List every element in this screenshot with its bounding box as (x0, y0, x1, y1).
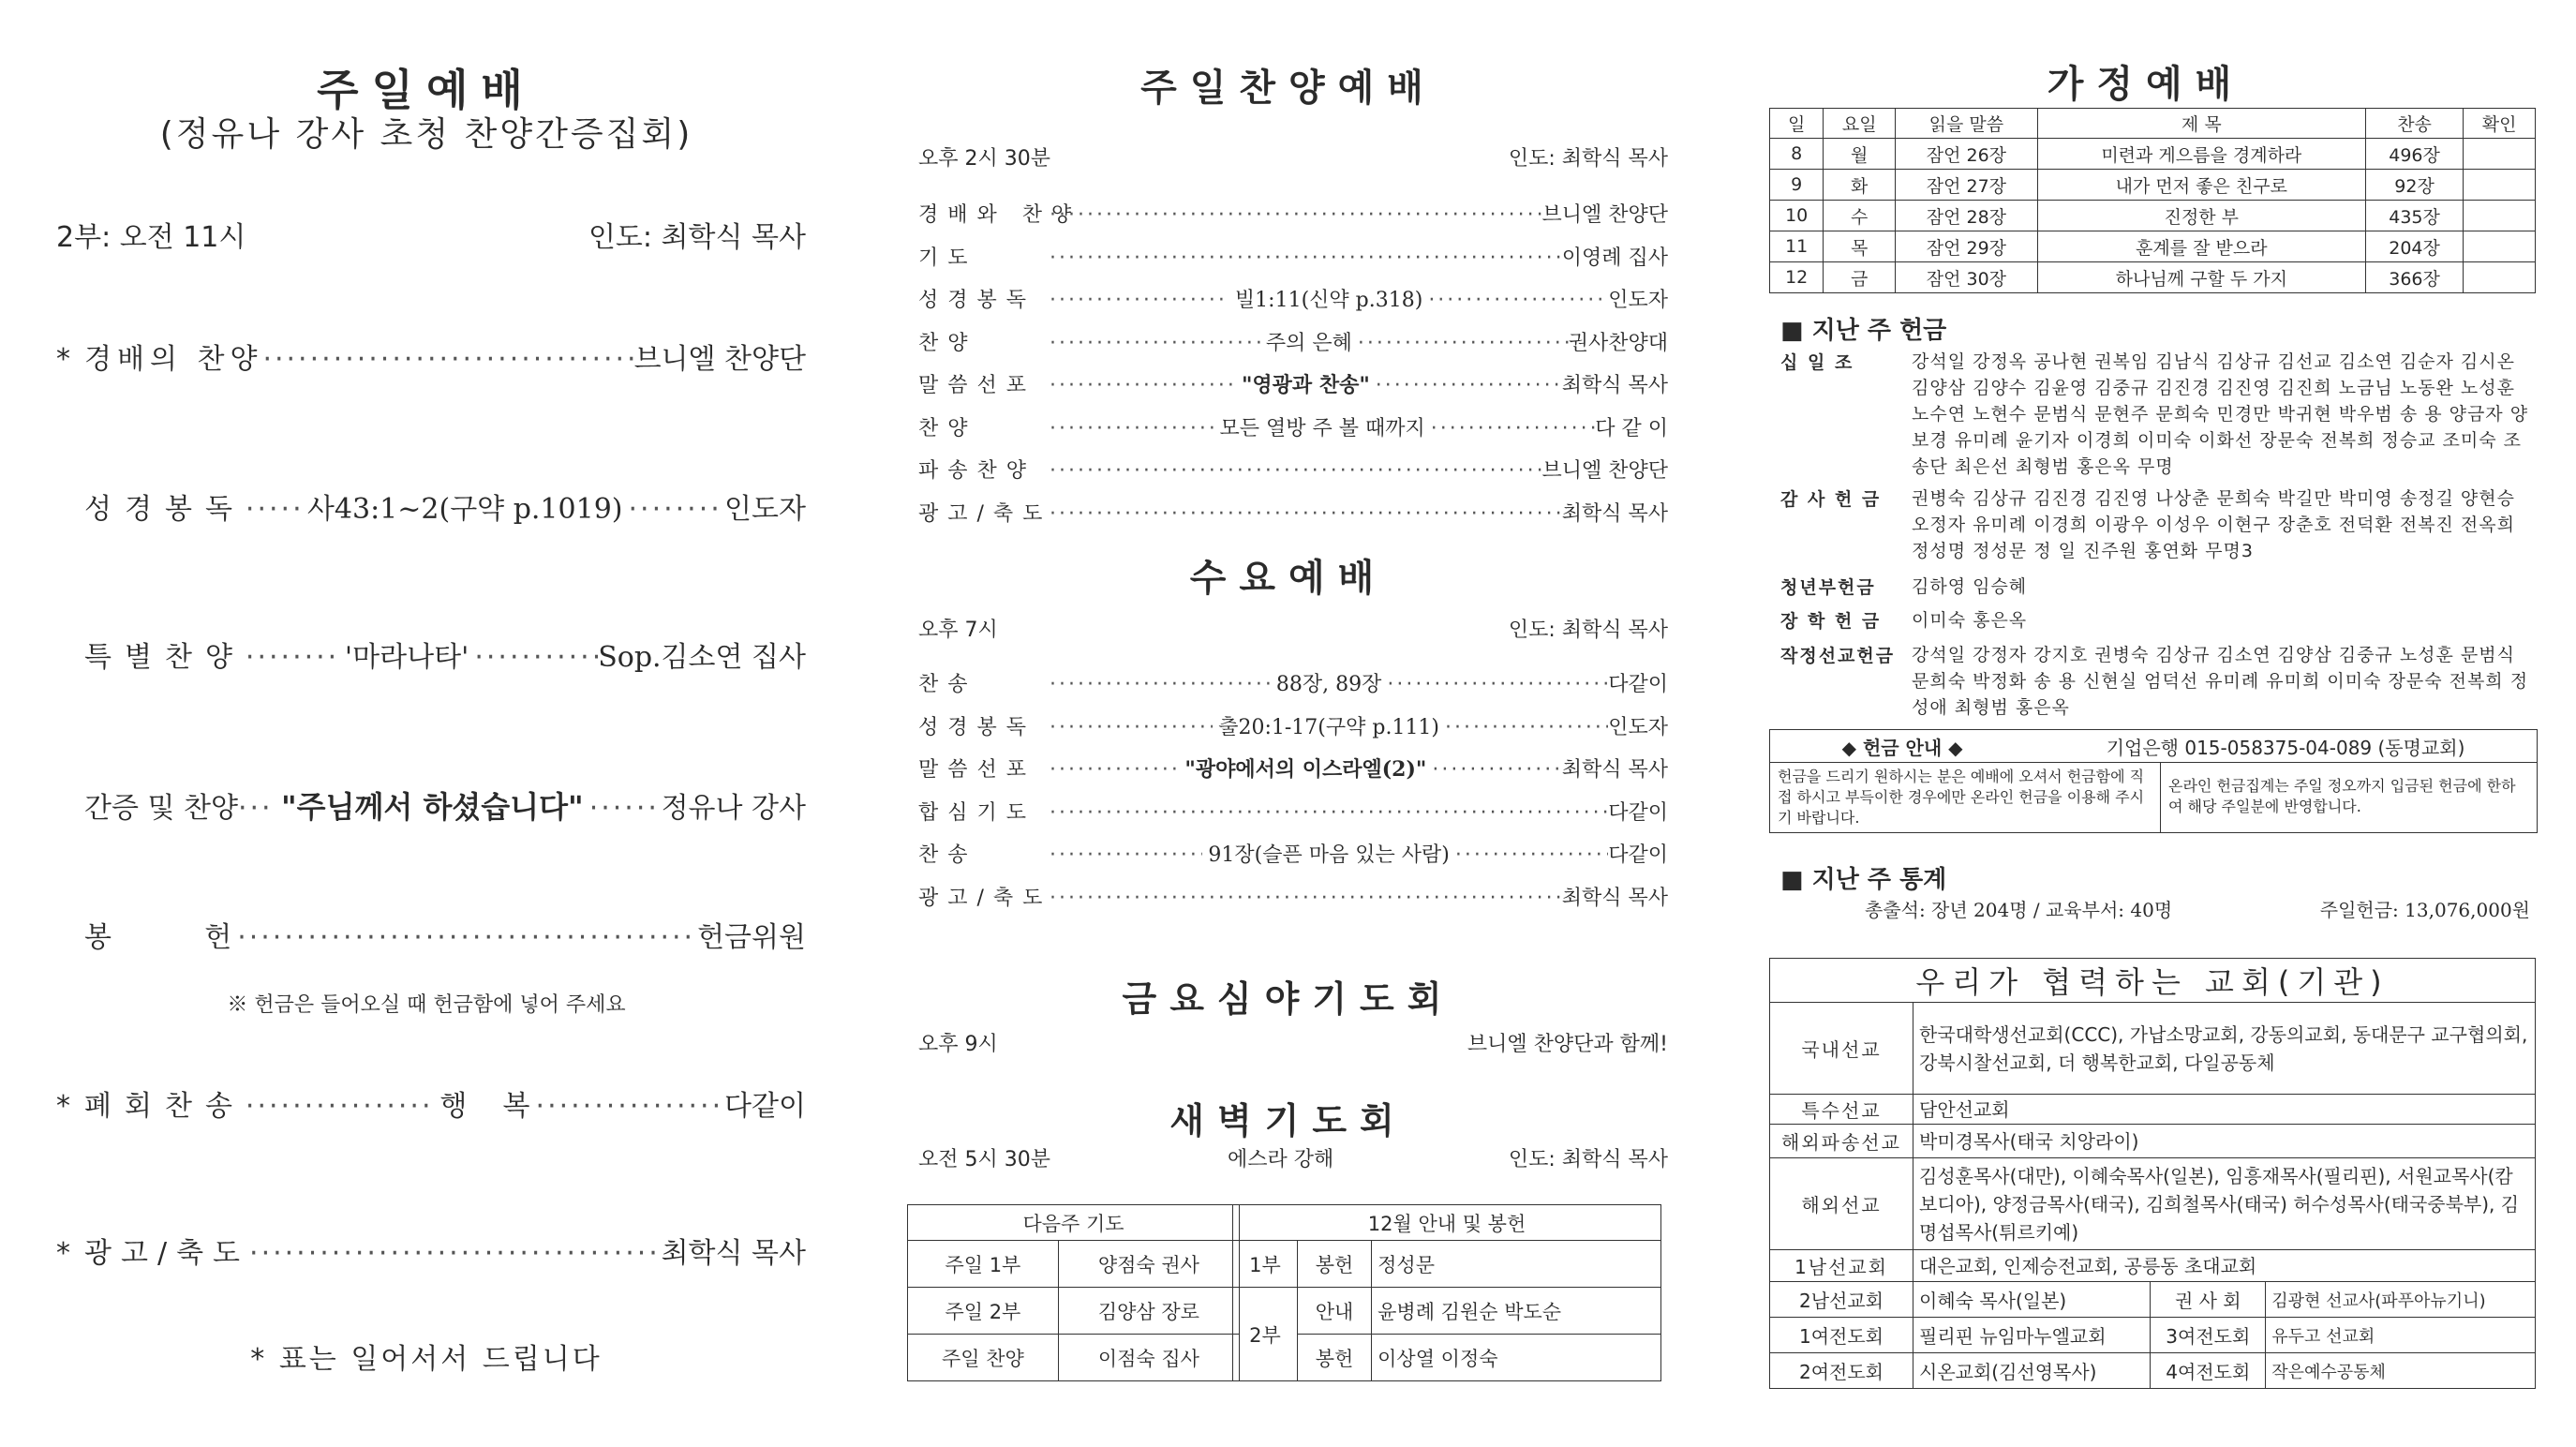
item-value: 인도자 (1608, 715, 1668, 739)
item-detail: 91장(슬픈 마음 있는 사람) (1208, 843, 1450, 867)
guide-header: ◆ 헌금 안내 ◆ (1841, 736, 1963, 759)
prayer-slot: 주일 찬양 (908, 1335, 1059, 1381)
friday-time: 오후 9시 (918, 1033, 998, 1056)
praise-item (918, 498, 1668, 527)
partner-list: 시온교회(김선영목사) (1913, 1353, 2151, 1389)
sunday-part-time: 2부: 오전 11시 (56, 221, 246, 254)
offering-group (1780, 485, 2530, 564)
family-cell: 잠언 27장 (1896, 170, 2038, 201)
prayer-person: 양점숙 권사 (1058, 1241, 1239, 1288)
partner-category: 해외선교 (1770, 1158, 1913, 1250)
next-prayer-header: 다음주 기도 (908, 1205, 1240, 1241)
family-row (1770, 201, 2536, 231)
family-cell: 잠언 26장 (1896, 139, 2038, 170)
wednesday-title: 수요예배 (1189, 557, 1388, 600)
family-cell: 12 (1770, 262, 1824, 293)
family-cell: 잠언 28장 (1896, 201, 2038, 231)
partner-row (1770, 1095, 2536, 1125)
item-detail: "영광과 찬송" (1241, 373, 1370, 397)
item-detail: 빌1:11(신약 p.318) (1234, 289, 1423, 312)
item-label: 폐회찬송 (84, 1090, 246, 1123)
dawn-leader: 인도: 최학식 목사 (1508, 1148, 1668, 1171)
item-value: 브니엘 찬양단 (633, 343, 806, 376)
partner-category: 국내선교 (1770, 1003, 1913, 1095)
partner-list: 김광현 선교사(파푸아뉴기니) (2266, 1282, 2536, 1318)
friday-title: 금요심야기도회 (1122, 978, 1455, 1020)
praise-item (918, 327, 1668, 356)
family-worship-table (1769, 108, 2536, 293)
family-cell: 8 (1770, 139, 1824, 170)
sunday-item: * 폐회찬송 ····· 행 복 ····· 다같이 (56, 1082, 806, 1124)
guide-bank: 기업은행 015-058375-04-089 (동명교회) (2106, 736, 2465, 759)
family-cell: 11 (1770, 231, 1824, 262)
item-detail: 행 복 (439, 1090, 530, 1123)
partner-list: 필리핀 뉴임마누엘교회 (1913, 1318, 2151, 1353)
family-title: 가정예배 (2047, 63, 2245, 106)
praise-time: 오후 2시 30분 (918, 147, 1050, 171)
item-label: 경배와 찬양 (918, 203, 1081, 227)
family-cell: 미련과 게으름을 경계하라 (2037, 139, 2365, 170)
item-value: 최학식 목사 (1561, 501, 1668, 526)
item-detail: 사43:1~2(구약 p.1019) (306, 493, 623, 526)
family-cell: 월 (1824, 139, 1896, 170)
family-cell: 496장 (2365, 139, 2463, 170)
praise-item (918, 284, 1668, 313)
offering-group (1780, 642, 2530, 721)
partner-list: 이혜숙 목사(일본) (1913, 1282, 2151, 1318)
partner-list: 김성훈목사(대만), 이혜숙목사(일본), 임흥재목사(필리핀), 서원교목사(캄보디아), 양정금목사(태국), 김희철목사(태국) 허수성목사(태국중북부), 김명섭목사(튀르키예) (1913, 1158, 2536, 1250)
item-detail: 88장, 89장 (1275, 673, 1382, 696)
family-cell: 금 (1824, 262, 1896, 293)
family-row (1770, 170, 2536, 201)
family-cell: 수 (1824, 201, 1896, 231)
item-label: 말씀선포 (918, 758, 1036, 782)
item-label: 파송찬양 (918, 459, 1036, 483)
partner-category: 1여전도회 (1770, 1318, 1913, 1353)
family-cell: 목 (1824, 231, 1896, 262)
weekday-services-column (900, 0, 1677, 1447)
item-value: 다 같 이 (1595, 416, 1668, 440)
partner-row (1770, 1125, 2536, 1158)
family-header-cell: 찬송 (2365, 109, 2463, 139)
partner-list: 유두고 선교회 (2266, 1318, 2536, 1353)
item-value: 최학식 목사 (661, 1237, 806, 1270)
prayer-person: 김양삼 장로 (1058, 1288, 1239, 1335)
family-and-offering-column (1762, 0, 2530, 1447)
wednesday-item (918, 753, 1668, 783)
dawn-text: 에스라 강해 (1228, 1148, 1334, 1171)
family-cell: 잠언 30장 (1896, 262, 2038, 293)
partner-list: 작은예수공동체 (2266, 1353, 2536, 1389)
standing-note: * 표는 일어서서 드립니다 (250, 1343, 603, 1376)
item-value: 최학식 목사 (1561, 886, 1668, 910)
sunday-service-column (37, 0, 815, 1447)
item-detail: "광야에서의 이스라엘(2)" (1184, 757, 1427, 782)
family-cell (2464, 262, 2536, 293)
partner-row (1770, 1353, 2536, 1389)
item-value: 브니엘 찬양단 (1541, 459, 1668, 483)
item-value: 최학식 목사 (1561, 374, 1668, 397)
family-cell: 하나님께 구할 두 가지 (2037, 262, 2365, 293)
item-detail: 모든 열방 주 볼 때까지 (1219, 416, 1425, 440)
item-value: 권사찬양대 (1568, 331, 1668, 355)
partner-list: 박미경목사(태국 치앙라이) (1913, 1125, 2536, 1158)
item-value: 다같이 (1608, 800, 1668, 825)
family-cell: 10 (1770, 201, 1824, 231)
family-cell: 204장 (2365, 231, 2463, 262)
item-label: 성경봉독 (918, 289, 1036, 312)
item-detail: 주의 은혜 (1265, 331, 1352, 355)
family-cell: 화 (1824, 170, 1896, 201)
dawn-time: 오전 5시 30분 (918, 1148, 1050, 1171)
sunday-item (56, 783, 806, 827)
item-label: 기도 (918, 246, 977, 270)
praise-item (918, 412, 1668, 441)
partner-category: 2여전도회 (1770, 1353, 1913, 1389)
item-value: 인도자 (1608, 289, 1668, 312)
praise-item (918, 455, 1668, 484)
item-detail: "주님께서 하셨습니다" (280, 789, 584, 825)
sunday-item: * 경배의 찬양 ····· 브니엘 찬양단 (56, 336, 806, 377)
offering-names: 이미숙 홍은옥 (1912, 610, 2028, 631)
praise-item (918, 242, 1668, 271)
family-header-cell: 확인 (2464, 109, 2536, 139)
item-value: 인도자 (724, 493, 806, 526)
offering-names: 강석일 강정자 강지호 권병숙 김상규 김소연 김양삼 김중규 노성훈 문범식 문희숙 박정화 송 용 신현실 엄덕선 유미례 유미희 이미숙 장문숙 전복희 정성애 최형범 홍은옥 (1912, 645, 2529, 718)
offering-type: 십 일 조 (1780, 352, 1854, 373)
stats-offering: 주일헌금: 13,076,000원 (2319, 899, 2530, 921)
offering-type: 청년부헌금 (1780, 577, 1876, 598)
item-value: 이영례 집사 (1561, 246, 1668, 270)
item-label: 말씀선포 (918, 374, 1036, 397)
partner-category: 권 사 회 (2151, 1282, 2266, 1318)
family-cell: 훈계를 잘 받으라 (2037, 231, 2365, 262)
family-cell: 366장 (2365, 262, 2463, 293)
family-cell (2464, 201, 2536, 231)
item-label: 합심기도 (918, 800, 1036, 825)
partner-category: 4여전도회 (2151, 1353, 2266, 1389)
friday-note: 브니엘 찬양단과 함께! (1467, 1033, 1668, 1056)
dawn-title: 새벽기도회 (1169, 1100, 1407, 1141)
partner-row (1770, 1250, 2536, 1282)
partner-row (1770, 1282, 2536, 1318)
family-cell: 92장 (2365, 170, 2463, 201)
item-value: 헌금위원 (697, 921, 806, 954)
praise-title: 주일찬양예배 (1140, 67, 1437, 110)
family-cell: 잠언 29장 (1896, 231, 2038, 262)
partners-table (1769, 958, 2536, 1389)
offering-names: 김하영 임승혜 (1912, 576, 2028, 597)
stats-title: ■ 지난 주 통계 (1780, 866, 1947, 894)
prayer-slot: 주일 1부 (908, 1241, 1059, 1288)
item-label: 봉 헌 (84, 921, 238, 954)
sunday-subtitle: (정유나 강사 초청 찬양간증집회) (159, 115, 693, 154)
december-header: 12월 안내 및 봉헌 (1233, 1205, 1661, 1241)
praise-item (918, 369, 1668, 398)
partner-list: 대은교회, 인제승전교회, 공릉동 초대교회 (1913, 1250, 2536, 1282)
wednesday-item (918, 668, 1668, 697)
wednesday-item (918, 839, 1668, 868)
partner-category: 3여전도회 (2151, 1318, 2266, 1353)
family-cell: 내가 먼저 좋은 친구로 (2037, 170, 2365, 201)
offering-group (1780, 349, 2530, 480)
family-header-cell: 요일 (1824, 109, 1896, 139)
family-cell (2464, 231, 2536, 262)
family-header-cell: 일 (1770, 109, 1824, 139)
item-label: 성경봉독 (84, 493, 246, 526)
sunday-item (56, 634, 806, 675)
offering-type: 작정선교헌금 (1780, 646, 1896, 666)
offering-type: 장 학 헌 금 (1780, 611, 1882, 632)
offering-names: 강석일 강정옥 공나현 권복임 김남식 김상규 김선교 김소연 김순자 김시온 김양삼 김양수 김윤영 김중규 김진경 김진영 김진희 노금님 노동완 노성훈 노수연 노현수 문범식 문현주 문희숙 민경만 박귀현 박우범 송 용 양금자 양보경 유미례 윤기자 이경희 이미숙 이화선 장문숙 전복희 정승교 조미숙 조송단 최은선 최형범 홍은옥 무명 (1912, 351, 2529, 477)
partner-category: 특수선교 (1770, 1095, 1913, 1125)
family-cell: 9 (1770, 170, 1824, 201)
family-header-cell: 제 목 (2037, 109, 2365, 139)
family-cell (2464, 170, 2536, 201)
praise-leader: 인도: 최학식 목사 (1508, 147, 1668, 171)
wednesday-item (918, 882, 1668, 911)
guide-right-text: 온라인 헌금집계는 주일 정오까지 입금된 헌금에 한하여 해당 주일분에 반영합니다. (2168, 777, 2516, 815)
family-cell: 435장 (2365, 201, 2463, 231)
prayer-person: 이점숙 집사 (1058, 1335, 1239, 1381)
offering-group (1780, 607, 2530, 634)
sunday-item (56, 485, 806, 527)
item-label: 광고/축도 (918, 501, 1052, 526)
partners-title: 우리가 협력하는 교회(기관) (1770, 959, 2536, 1003)
item-label: 광고/축도 (918, 886, 1052, 910)
item-label: 찬양 (918, 331, 977, 355)
prayer-slot: 주일 2부 (908, 1288, 1059, 1335)
partner-category: 1남선교회 (1770, 1250, 1913, 1282)
item-value: Sop.김소연 집사 (598, 641, 806, 674)
partner-category: 2남선교회 (1770, 1282, 1913, 1318)
item-detail: 출20:1-17(구약 p.111) (1218, 715, 1440, 739)
item-value: 정유나 강사 (661, 792, 806, 825)
item-label: 간증 및 찬양 (84, 792, 238, 825)
offering-note: ※ 헌금은 들어오실 때 헌금함에 넣어 주세요 (227, 993, 626, 1017)
offering-group (1780, 574, 2530, 600)
item-label: 성경봉독 (918, 715, 1036, 739)
family-cell (2464, 139, 2536, 170)
december-table: 12월 안내 및 봉헌 1부 봉헌 정성문 2부 안내 윤병례 김원순 박도순 봉헌 이상열 이정숙 (1232, 1204, 1661, 1381)
item-detail: '마라나타' (344, 641, 469, 674)
item-value: 다같이 (724, 1090, 806, 1123)
partner-row (1770, 1318, 2536, 1353)
item-value: 다같이 (1608, 843, 1668, 867)
guide-left-text: 헌금을 드리기 원하시는 분은 예배에 오셔서 헌금함에 직접 하시고 부득이한 경우에만 온라인 헌금을 이용해 주시기 바랍니다. (1770, 763, 2161, 832)
item-label: 찬양 (918, 416, 977, 440)
item-label: 찬송 (918, 673, 977, 696)
offering-names: 권병숙 김상규 김진경 김진영 나상춘 문희숙 박길만 박미영 송정길 양현승 오정자 유미례 이경희 이광우 이성우 이현구 장춘호 전덕환 전복진 전옥희 정성명 정성문 정 일 진주원 홍연화 무명3 (1912, 488, 2515, 561)
wednesday-item (918, 711, 1668, 740)
family-cell: 진정한 부 (2037, 201, 2365, 231)
offering-guide-box (1769, 729, 2538, 833)
sunday-item: * 광고/축도 ····· 최학식 목사 (56, 1230, 806, 1271)
partner-list: 담안선교회 (1913, 1095, 2536, 1125)
item-value: 최학식 목사 (1561, 758, 1668, 782)
sunday-title: 주일예배 (317, 65, 536, 115)
item-label: 경배의 찬양 (84, 343, 263, 376)
family-row (1770, 139, 2536, 170)
partner-category: 해외파송선교 (1770, 1125, 1913, 1158)
partner-row (1770, 1158, 2536, 1250)
partner-list: 한국대학생선교회(CCC), 가납소망교회, 강동의교회, 동대문구 교구협의회, 강북시찰선교회, 더 행복한교회, 다일공동체 (1913, 1003, 2536, 1095)
sunday-leader: 인도: 최학식 목사 (588, 221, 806, 254)
partner-row (1770, 1003, 2536, 1095)
item-label: 광고/축도 (84, 1237, 250, 1270)
praise-item (918, 199, 1668, 228)
next-prayer-table (907, 1204, 1240, 1381)
family-row (1770, 262, 2536, 293)
offering-type: 감 사 헌 금 (1780, 489, 1882, 510)
item-value: 다같이 (1608, 673, 1668, 696)
family-header-cell: 읽을 말씀 (1896, 109, 2038, 139)
item-label: 찬송 (918, 843, 977, 867)
stats-attendance: 총출석: 장년 204명 / 교육부서: 40명 (1865, 899, 2173, 921)
wednesday-leader: 인도: 최학식 목사 (1508, 619, 1668, 642)
offering-title: ■ 지난 주 헌금 (1780, 317, 1947, 345)
item-label: 특별찬양 (84, 641, 246, 674)
sunday-item (56, 914, 806, 955)
family-row (1770, 231, 2536, 262)
wednesday-item (918, 797, 1668, 826)
item-value: 브니엘 찬양단 (1541, 203, 1668, 227)
wednesday-time: 오후 7시 (918, 619, 998, 642)
